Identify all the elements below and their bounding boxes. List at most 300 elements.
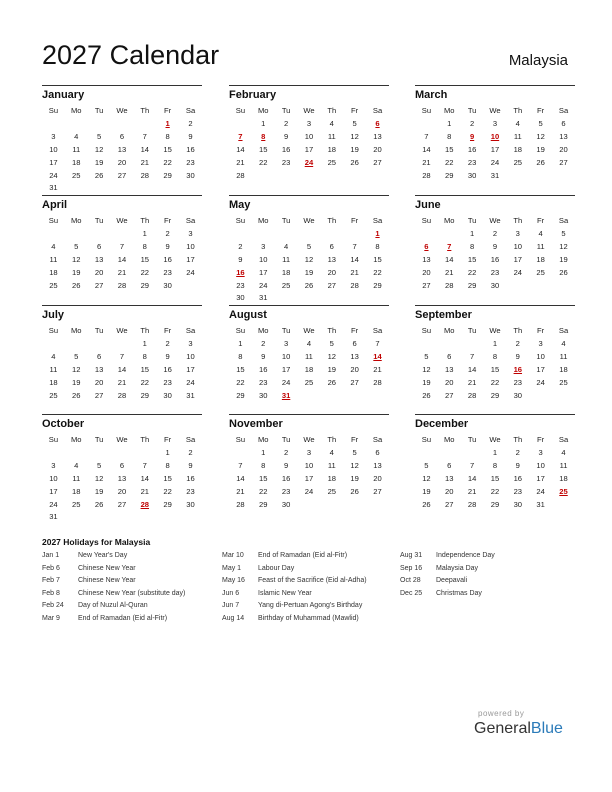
holiday-item [222,577,367,590]
day-cell: 7 [375,338,380,348]
day-cell: 29 [490,499,500,509]
week-row [229,485,389,498]
month-name: July [42,309,65,321]
empty-cell [275,227,298,240]
holiday-day-cell: 31 [281,390,291,400]
day-cell: 18 [327,144,337,154]
week-row [229,240,389,253]
day-cell: 22 [259,157,268,167]
day-cell: 5 [352,447,357,457]
empty-cell [529,279,552,292]
day-cell: 17 [186,364,195,374]
day-cell: 17 [490,144,500,154]
day-cell: 11 [559,351,568,361]
day-cell: 2 [515,338,520,348]
day-cell: 21 [117,267,127,277]
day-cell: 22 [140,267,150,277]
holiday-date: Dec 25 [400,589,423,597]
weekday-header: Tu [94,106,104,115]
day-cell: 14 [117,364,127,374]
empty-cell [438,227,461,240]
day-cell: 14 [140,144,150,154]
holiday-day-cell: 28 [140,499,150,509]
day-cell: 13 [94,254,104,264]
day-cell: 13 [117,473,127,483]
day-cell: 24 [186,267,195,277]
month-name: May [229,199,251,211]
day-cell: 26 [72,280,81,290]
day-cell: 5 [352,118,357,128]
week-row [42,363,202,376]
day-cell: 9 [283,460,289,470]
day-cell: 28 [467,390,477,400]
weekday-header: Fr [164,326,172,335]
weekday-header: Mo [70,216,82,225]
week-row [415,253,575,266]
day-cell: 8 [165,131,170,141]
day-cell: 11 [49,364,58,374]
day-cell: 15 [490,364,500,374]
day-cell: 2 [165,338,170,348]
week-row [42,485,202,498]
day-cell: 19 [536,144,545,154]
page-title: 2027 Calendar [42,40,220,70]
day-cell: 11 [559,460,568,470]
empty-cell [415,117,438,130]
week-row [415,376,575,389]
day-cell: 3 [188,228,193,238]
day-cell: 3 [51,460,56,470]
day-cell: 26 [350,157,359,167]
day-cell: 28 [236,499,245,509]
day-cell: 31 [49,183,58,193]
day-cell: 9 [238,254,243,264]
week-row [415,130,575,143]
day-cell: 10 [49,144,58,154]
day-cell: 10 [281,351,291,361]
empty-cell [506,279,529,292]
month-name: June [415,199,441,211]
holiday-name: Chinese New Year [78,564,136,572]
empty-cell [42,337,65,350]
holiday-name: Birthday of Muhammad (Mawlid) [258,614,359,622]
month-february [229,85,389,181]
day-cell: 13 [117,144,127,154]
holiday-item [222,590,367,603]
day-cell: 2 [238,241,243,251]
day-cell: 18 [304,364,314,374]
day-cell: 11 [327,460,336,470]
day-cell: 29 [259,499,268,509]
month-name: September [415,309,472,321]
empty-cell [179,510,202,523]
day-cell: 17 [304,473,314,483]
day-cell: 23 [467,157,477,167]
week-row [229,459,389,472]
day-cell: 3 [261,241,266,251]
day-cell: 21 [140,486,150,496]
day-cell: 7 [238,460,243,470]
day-cell: 23 [163,267,172,277]
weekday-header: Mo [257,326,269,335]
holiday-date: Jun 6 [222,589,240,597]
week-row [42,181,202,194]
day-cell: 29 [373,280,382,290]
day-cell: 30 [281,499,291,509]
day-cell: 25 [49,280,58,290]
day-cell: 3 [51,131,56,141]
day-cell: 19 [327,364,337,374]
day-cell: 23 [281,157,291,167]
day-cell: 25 [304,377,314,387]
empty-cell [88,446,111,459]
day-cell: 15 [163,144,172,154]
empty-cell [343,291,366,304]
day-cell: 20 [94,377,104,387]
day-cell: 27 [94,280,104,290]
weekday-header: Sa [185,216,196,225]
day-cell: 21 [373,364,382,374]
day-cell: 7 [142,131,147,141]
holiday-day-cell: 1 [165,118,170,128]
weekday-header: Th [513,216,523,225]
empty-cell [133,446,156,459]
day-cell: 1 [492,447,498,457]
week-row [229,472,389,485]
day-cell: 2 [469,118,475,128]
weekday-header: Fr [537,216,545,225]
day-cell: 5 [561,228,566,238]
weekday-header: Su [421,106,432,115]
day-cell: 9 [515,351,520,361]
weekday-header: Th [513,326,523,335]
day-cell: 8 [492,460,498,470]
weekday-header: Sa [372,106,383,115]
day-cell: 17 [281,364,291,374]
day-cell: 22 [490,377,500,387]
month-june [415,195,575,291]
day-cell: 1 [165,447,170,457]
day-cell: 18 [536,254,545,264]
weekday-header: We [116,106,128,115]
empty-cell [65,446,88,459]
empty-cell [298,389,321,402]
day-cell: 13 [445,364,454,374]
week-row [42,472,202,485]
holiday-day-cell: 1 [375,228,380,238]
week-row [42,376,202,389]
day-cell: 3 [306,447,312,457]
brand-blue: Blue [530,720,563,737]
day-cell: 11 [513,131,522,141]
day-cell: 11 [72,473,81,483]
day-cell: 18 [49,267,58,277]
day-cell: 23 [186,157,195,167]
empty-cell [529,169,552,182]
day-cell: 12 [94,144,104,154]
weekday-header: Mo [70,435,82,444]
week-row [415,363,575,376]
weekday-header: We [303,106,315,115]
brand-logo[interactable] [474,720,563,738]
day-cell: 1 [469,228,475,238]
day-cell: 10 [536,351,545,361]
day-cell: 22 [236,377,245,387]
day-cell: 16 [163,254,172,264]
day-cell: 12 [304,254,314,264]
day-cell: 26 [72,390,81,400]
holiday-name: Deepavali [436,577,468,585]
holiday-date: Jan 1 [42,552,60,559]
day-cell: 29 [467,280,477,290]
weekday-header: Fr [537,435,545,444]
week-row [229,156,389,169]
empty-cell [320,169,343,182]
day-cell: 5 [96,131,102,141]
day-cell: 25 [72,499,81,509]
day-cell: 5 [96,460,102,470]
empty-cell [298,227,321,240]
day-cell: 20 [327,267,337,277]
empty-cell [111,227,134,240]
weekday-header: Sa [558,216,569,225]
week-row [415,266,575,279]
empty-cell [552,498,575,511]
day-cell: 16 [186,473,195,483]
day-cell: 28 [236,170,245,180]
weekday-header: Tu [467,326,477,335]
day-cell: 13 [350,351,359,361]
day-cell: 17 [513,254,523,264]
weekday-header: Mo [70,326,82,335]
day-cell: 23 [490,267,500,277]
empty-cell [111,181,134,194]
month-grid [415,214,575,291]
empty-cell [415,227,438,240]
empty-cell [320,389,343,402]
day-cell: 20 [445,377,454,387]
holiday-date: Mar 9 [42,614,60,622]
holiday-date: Aug 14 [222,614,245,622]
day-cell: 23 [163,377,172,387]
empty-cell [111,337,134,350]
week-row [42,117,202,130]
day-cell: 15 [490,473,500,483]
week-row [229,143,389,156]
day-cell: 21 [117,377,127,387]
month-grid [42,324,202,401]
day-cell: 9 [165,241,170,251]
day-cell: 20 [445,486,454,496]
day-cell: 22 [140,377,150,387]
weekday-header: Mo [257,216,269,225]
day-cell: 1 [447,118,452,128]
holiday-item [222,602,367,615]
week-row [229,169,389,182]
week-row [415,227,575,240]
holiday-day-cell: 9 [469,131,475,141]
day-cell: 6 [119,460,125,470]
holiday-day-cell: 6 [424,241,429,251]
day-cell: 21 [422,157,431,167]
weekday-header: We [303,216,315,225]
day-cell: 26 [327,377,337,387]
day-cell: 6 [329,241,334,251]
day-cell: 21 [467,377,477,387]
day-cell: 30 [163,280,172,290]
day-cell: 21 [350,267,359,277]
day-cell: 22 [445,157,454,167]
day-cell: 24 [490,157,500,167]
month-may [229,195,389,304]
week-row [229,130,389,143]
empty-cell [343,169,366,182]
day-cell: 4 [306,338,312,348]
day-cell: 30 [490,280,500,290]
day-cell: 19 [72,377,81,387]
empty-cell [65,227,88,240]
day-cell: 26 [422,499,431,509]
day-cell: 10 [186,351,195,361]
holiday-item [222,552,367,565]
day-cell: 26 [304,280,314,290]
day-cell: 5 [538,118,543,128]
holiday-date: Aug 31 [400,552,423,559]
day-cell: 19 [304,267,314,277]
day-cell: 16 [186,144,195,154]
day-cell: 30 [513,390,523,400]
day-cell: 30 [513,499,523,509]
day-cell: 4 [561,338,566,348]
day-cell: 16 [490,254,500,264]
day-cell: 26 [350,486,359,496]
weekday-header: Su [48,216,59,225]
weekday-header: Fr [164,216,172,225]
week-row [42,510,202,523]
day-cell: 17 [536,473,545,483]
day-cell: 10 [536,460,545,470]
day-cell: 15 [140,364,150,374]
weekday-header: Su [48,326,59,335]
weekday-header: Sa [185,106,196,115]
day-cell: 14 [467,473,477,483]
empty-cell [179,181,202,194]
holiday-item [222,615,367,628]
day-cell: 30 [186,170,195,180]
day-cell: 19 [350,473,359,483]
empty-cell [65,117,88,130]
day-cell: 13 [373,460,382,470]
holiday-name: Feast of the Sacrifice (Eid al-Adha) [258,577,367,585]
empty-cell [415,446,438,459]
day-cell: 1 [261,118,266,128]
weekday-header: Mo [443,216,455,225]
day-cell: 29 [140,280,150,290]
day-cell: 31 [536,499,545,509]
day-cell: 27 [117,170,127,180]
day-cell: 8 [261,460,266,470]
empty-cell [320,291,343,304]
holiday-name: End of Ramadan (Eid al-Fitr) [78,614,168,622]
day-cell: 18 [49,377,58,387]
empty-cell [156,510,179,523]
holiday-name: New Year's Day [78,552,128,559]
day-cell: 7 [142,460,147,470]
week-row [415,279,575,292]
day-cell: 2 [188,447,193,457]
empty-cell [88,337,111,350]
holiday-day-cell: 25 [559,486,568,496]
holiday-name: Islamic New Year [258,589,312,597]
weekday-header: Fr [164,435,172,444]
weekday-header: Sa [372,216,383,225]
day-cell: 16 [259,364,268,374]
holiday-day-cell: 8 [261,131,266,141]
day-cell: 24 [536,377,545,387]
month-grid [229,433,389,510]
holiday-item [400,565,495,578]
day-cell: 2 [515,447,520,457]
day-cell: 16 [281,144,291,154]
day-cell: 11 [536,241,545,251]
holiday-date: May 16 [222,577,245,585]
day-cell: 20 [350,364,359,374]
month-name: April [42,199,68,211]
day-cell: 4 [51,351,56,361]
empty-cell [252,227,275,240]
weekday-header: Th [327,216,337,225]
day-cell: 14 [236,144,245,154]
weekday-header: Sa [372,326,383,335]
day-cell: 27 [422,280,431,290]
day-cell: 26 [422,390,431,400]
day-cell: 28 [422,170,431,180]
day-cell: 31 [490,170,500,180]
day-cell: 14 [140,473,150,483]
empty-cell [133,181,156,194]
weekday-header: Mo [70,106,82,115]
holiday-date: Feb 24 [42,602,64,610]
week-row [415,498,575,511]
week-row [415,169,575,182]
weekday-header: Su [48,106,59,115]
day-cell: 19 [72,267,81,277]
holiday-name: Labour Day [258,564,295,572]
day-cell: 27 [445,390,454,400]
empty-cell [111,510,134,523]
empty-cell [88,510,111,523]
weekday-header: Fr [164,106,172,115]
week-row [42,350,202,363]
empty-cell [366,169,389,182]
day-cell: 14 [236,473,245,483]
week-row [42,253,202,266]
day-cell: 12 [422,473,431,483]
weekday-header: Th [140,106,150,115]
week-row [229,337,389,350]
weekday-header: Fr [351,326,359,335]
week-row [229,498,389,511]
day-cell: 9 [261,351,266,361]
week-row [42,498,202,511]
day-cell: 15 [373,254,382,264]
empty-cell [133,117,156,130]
day-cell: 25 [327,486,337,496]
weekday-header: Th [513,435,523,444]
day-cell: 26 [536,157,545,167]
month-october [42,414,202,523]
day-cell: 11 [72,144,81,154]
